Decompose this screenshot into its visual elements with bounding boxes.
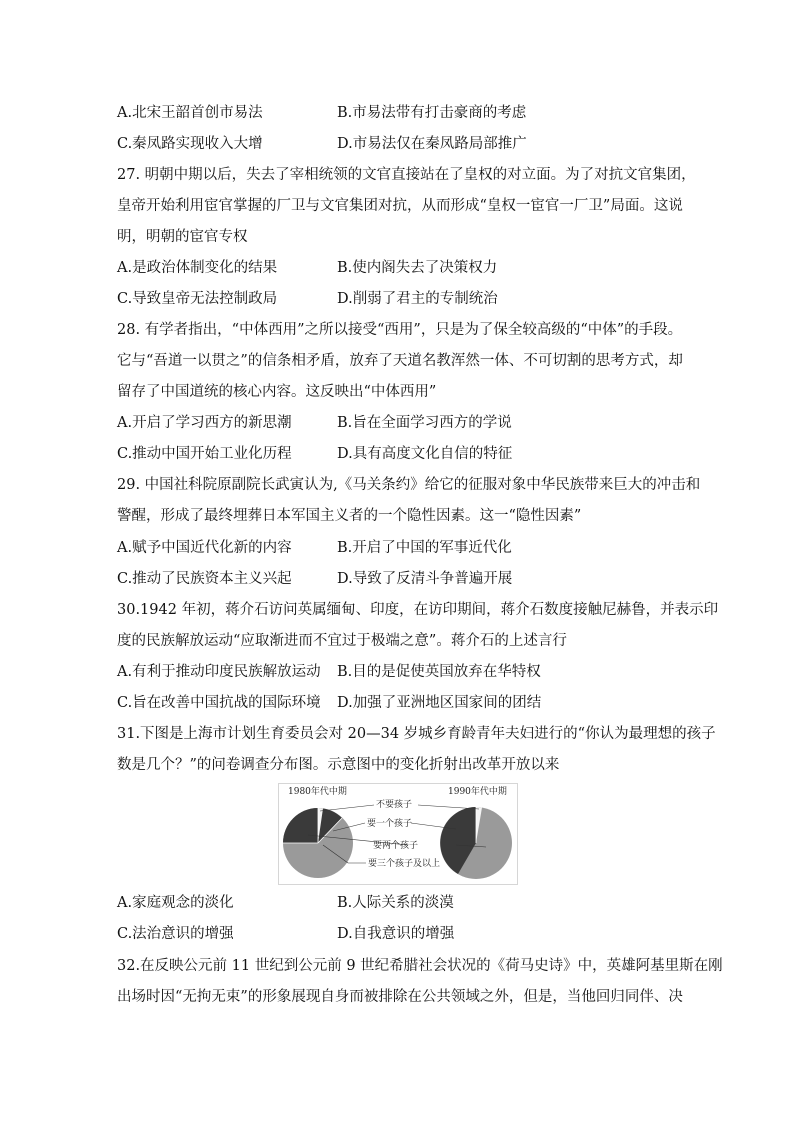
- q27-stem-line-1: 27. 明朝中期以后，失去了宰相统领的文官直接站在了皇权的对立面。为了对抗文官集团，: [117, 167, 696, 183]
- q28-option-c: C.推动中国开始工业化历程: [117, 446, 292, 462]
- q28-stem-line-3: 留存了中国道统的核心内容。这反映出“中体西用”: [117, 384, 437, 400]
- q29-option-b: B.开启了中国的军事近代化: [337, 540, 512, 556]
- q26-option-a: A.北宋王韶首创市易法: [117, 105, 263, 121]
- pie-1990s: [440, 807, 512, 879]
- q29-option-a: A.赋予中国近代化新的内容: [117, 540, 292, 556]
- q31-option-a: A.家庭观念的淡化: [117, 895, 234, 911]
- q31-option-b: B.人际关系的淡漠: [337, 895, 454, 911]
- pie-1990s-title: 1990年代中期: [448, 787, 507, 797]
- q30-option-d: D.加强了亚洲地区国家间的团结: [337, 695, 542, 711]
- q31-option-d: D.自我意识的增强: [337, 926, 455, 942]
- pie-1980s: [283, 808, 353, 878]
- q30-option-a: A.有利于推动印度民族解放运动: [117, 664, 321, 680]
- q27-option-a: A.是政治体制变化的结果: [117, 260, 278, 276]
- label-one-child: 要一个孩子: [367, 819, 413, 829]
- q31-pie-figure: [278, 783, 518, 885]
- q26-option-c: C.秦凤路实现收入大增: [117, 136, 263, 152]
- q31-pie-svg: [278, 783, 518, 885]
- label-no-child: 不要孩子: [376, 800, 413, 810]
- q30-option-c: C.旨在改善中国抗战的国际环境: [117, 695, 321, 711]
- q28-option-b: B.旨在全面学习西方的学说: [337, 415, 512, 431]
- q32-stem-line-1: 32.在反映公元前 11 世纪到公元前 9 世纪希腊社会状况的《荷马史诗》中，英雄阿基里斯在刚: [117, 958, 723, 974]
- q26-option-b: B.市易法带有打击豪商的考虑: [337, 105, 527, 121]
- q31-stem-line-2: 数是几个？”的问卷调查分布图。示意图中的变化折射出改革开放以来: [117, 757, 560, 773]
- q27-option-b: B.使内阁失去了决策权力: [337, 260, 498, 276]
- q28-option-d: D.具有高度文化自信的特征: [337, 446, 513, 462]
- q28-option-a: A.开启了学习西方的新思潮: [117, 415, 292, 431]
- label-three-plus-children: 要三个孩子及以上: [368, 859, 441, 869]
- q27-stem-line-2: 皇帝开始利用宦官掌握的厂卫与文官集团对抗，从而形成“皇权一宦官一厂卫”局面。这说: [117, 198, 683, 214]
- q31-stem-line-1: 31.下图是上海市计划生育委员会对 20—34 岁城乡育龄青年夫妇进行的“你认为最理想的孩子: [117, 726, 716, 742]
- q31-option-c: C.法治意识的增强: [117, 926, 234, 942]
- label-two-children: 要两个孩子: [373, 841, 419, 851]
- q32-stem-line-2: 出场时因“无拘无束”的形象展现自身而被排除在公共领域之外，但是，当他回归同伴、决: [117, 989, 683, 1005]
- q29-stem-line-1: 29. 中国社科院原副院长武寅认为,《马关条约》给它的征服对象中华民族带来巨大的冲击和: [117, 477, 701, 493]
- q26-option-d: D.市易法仅在秦凤路局部推广: [337, 136, 527, 152]
- q27-option-d: D.削弱了君主的专制统治: [337, 291, 498, 307]
- q28-stem-line-2: 它与“吾道一以贯之”的信条相矛盾，放弃了天道名教浑然一体、不可切割的思考方式，却: [117, 353, 683, 369]
- q28-stem-line-1: 28. 有学者指出，“中体西用”之所以接受“西用”，只是为了保全较高级的“中体”的手段。: [117, 322, 683, 338]
- q30-stem-line-2: 度的民族解放运动“应取渐进而不宜过于极端之意”。蒋介石的上述言行: [117, 633, 567, 649]
- q30-option-b: B.目的是促使英国放弃在华特权: [337, 664, 541, 680]
- q29-option-c: C.推动了民族资本主义兴起: [117, 571, 292, 587]
- q30-stem-line-1: 30.1942 年初，蒋介石访问英属缅甸、印度，在访印期间，蒋介石数度接触尼赫鲁，并表示印: [117, 602, 719, 618]
- q27-stem-line-3: 明，明朝的宦官专权: [117, 229, 248, 245]
- pie-1980s-title: 1980年代中期: [288, 787, 347, 797]
- q29-stem-line-2: 警醒，形成了最终埋葬日本军国主义者的一个隐性因素。这一“隐性因素”: [117, 508, 582, 524]
- q29-option-d: D.导致了反清斗争普遍开展: [337, 571, 513, 587]
- q27-option-c: C.导致皇帝无法控制政局: [117, 291, 278, 307]
